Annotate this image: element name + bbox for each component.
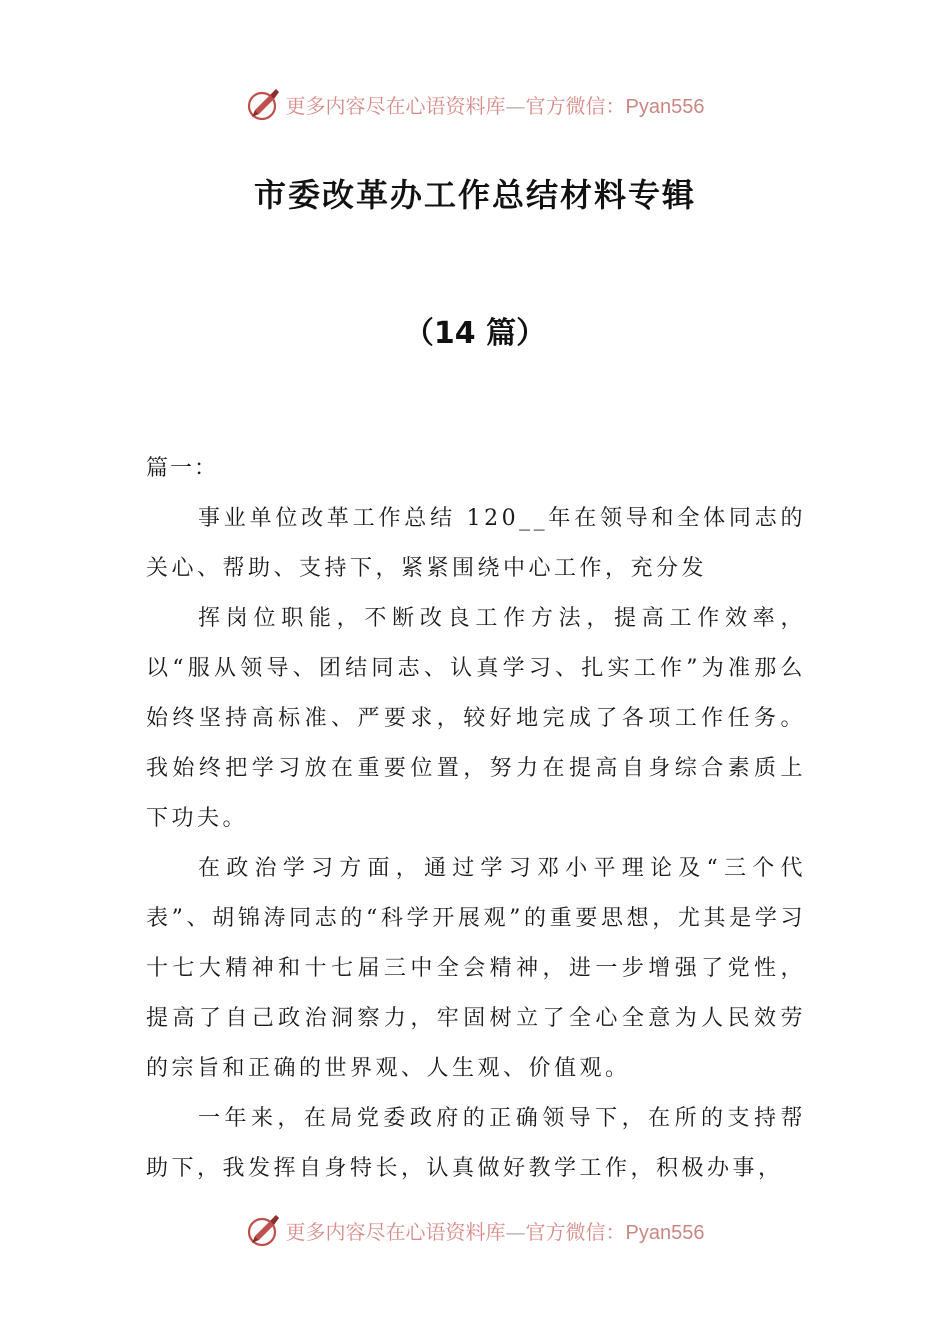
watermark-suffix: 官方微信： (525, 93, 626, 118)
watermark-main-text: 更多内容尽在心语资料库 (285, 93, 506, 118)
section-label: 篇一： (146, 456, 219, 481)
pen-logo-icon (246, 1212, 282, 1248)
watermark-main-text: 更多内容尽在心语资料库 (285, 1219, 506, 1244)
watermark-banner-bottom (0, 1208, 950, 1252)
body-paragraph: 挥岗位职能，不断改良工作方法，提高工作效率，以“服从领导、团结同志、认真学习、扎实工作”为准那么始终坚持高标准、严要求，较好地完成了各项工作任务。我始终把学习放在重要位置，努力在提高自身综合素质上下功夫。 (146, 606, 806, 831)
watermark-separator: — (505, 1219, 526, 1244)
watermark-wechat-id: Pyan556 (625, 1221, 705, 1244)
watermark-banner-top (0, 82, 950, 126)
document-subtitle: （14 篇） (403, 316, 547, 351)
body-paragraph: 一年来，在局党委政府的正确领导下，在所的支持帮助下，我发挥自身特长，认真做好教学工作，积极办事， (146, 1106, 806, 1181)
body-paragraph: 在政治学习方面，通过学习邓小平理论及“三个代表”、胡锦涛同志的“科学开展观”的重要思想，尤其是学习十七大精神和十七届三中全会精神，进一步增强了党性，提高了自己政治洞察力，牢固树立了全心全意为人民效劳的宗旨和正确的世界观、人生观、价值观。 (146, 856, 806, 1081)
watermark-suffix: 官方微信： (525, 1219, 626, 1244)
pen-logo-icon (246, 86, 282, 122)
watermark-separator: — (505, 93, 526, 118)
document-title: 市委改革办工作总结材料专辑 (253, 176, 696, 214)
body-paragraph: 事业单位改革工作总结 120__年在领导和全体同志的关心、帮助、支持下，紧紧围绕中心工作，充分发 (146, 506, 806, 581)
watermark-text (286, 90, 705, 119)
watermark-wechat-id: Pyan556 (625, 95, 705, 118)
watermark-text (286, 1216, 705, 1245)
document-body (146, 444, 806, 1194)
